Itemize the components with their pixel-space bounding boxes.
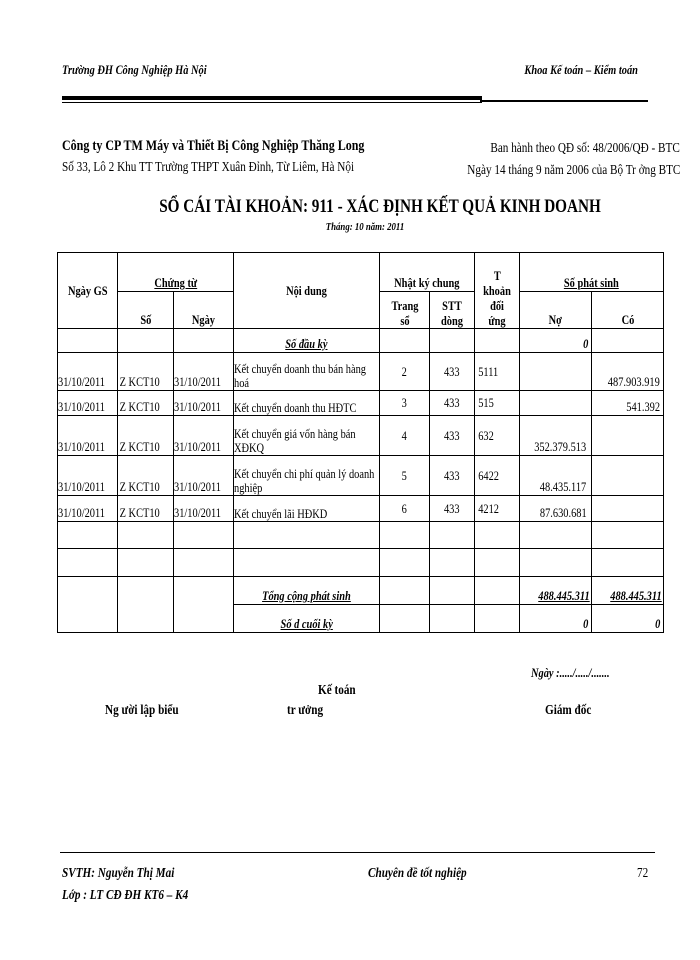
opening-value: 0 bbox=[520, 329, 592, 353]
opening-label: Số đầu kỳ bbox=[234, 329, 380, 353]
table-row: 31/10/2011 Z KCT10 31/10/2011 Kết chuyển doanh thu HĐTC 3 433 515 541.392 bbox=[58, 391, 664, 416]
header-line: STT dòng bbox=[430, 292, 475, 329]
header-debit: Nợ bbox=[520, 292, 592, 329]
company-name: Công ty CP TM Máy và Thiết Bị Công Nghiệp Thăng Long bbox=[62, 138, 365, 154]
decree-line-1: Ban hành theo QĐ số: 48/2006/QĐ - BTC bbox=[490, 141, 680, 156]
header-voucher: Chứng từ bbox=[118, 253, 234, 292]
empty-row bbox=[58, 522, 664, 549]
preparer-label: Ng ười lập biểu bbox=[105, 703, 179, 718]
total-debit: 488.445.311 bbox=[520, 577, 592, 605]
header-date-gs: Ngày GS bbox=[58, 253, 118, 329]
ledger-title: SỔ CÁI TÀI KHOẢN: 911 - XÁC ĐỊNH KẾT QUẢ KINH DOANH bbox=[159, 196, 601, 217]
chief-accountant-label-1: Kế toán bbox=[318, 683, 356, 698]
header-page: Trang sổ bbox=[380, 292, 430, 329]
empty-row bbox=[58, 549, 664, 577]
closing-credit: 0 bbox=[592, 605, 664, 633]
table-row: 31/10/2011 Z KCT10 31/10/2011 Kết chuyển lãi HĐKD 6 433 4212 87.630.681 bbox=[58, 496, 664, 522]
opening-row bbox=[58, 329, 664, 353]
total-label: Tổng cộng phát sinh bbox=[234, 577, 380, 605]
total-credit: 488.445.311 bbox=[592, 577, 664, 605]
director-label: Giám đốc bbox=[545, 703, 592, 718]
ledger-subtitle: Tháng: 10 năm: 2011 bbox=[325, 221, 405, 233]
faculty-name: Khoa Kế toán – Kiểm toán bbox=[524, 62, 638, 77]
table-row: 31/10/2011 Z KCT10 31/10/2011 Kết chuyển doanh thu bán hàng hoá 2 433 5111 487.903.919 bbox=[58, 353, 664, 391]
table-row: 31/10/2011 Z KCT10 31/10/2011 Kết chuyển giá vốn hàng bán XĐKQ 4 433 632 352.379.513 bbox=[58, 416, 664, 456]
school-name: Trường ĐH Công Nghiệp Hà Nội bbox=[62, 62, 207, 77]
header-credit: Có bbox=[592, 292, 664, 329]
ledger-table bbox=[57, 252, 664, 633]
company-address: Số 33, Lô 2 Khu TT Trường THPT Xuân Đỉnh, Từ Liêm, Hà Nội bbox=[62, 160, 355, 175]
total-row bbox=[58, 577, 664, 605]
header-rule-right bbox=[480, 100, 648, 102]
header-voucher-date: Ngày bbox=[174, 292, 234, 329]
decree-line-2: Ngày 14 tháng 9 năm 2006 của Bộ Tr ởng BTC bbox=[466, 163, 680, 178]
signature-date: Ngày :...../...../....... bbox=[531, 665, 610, 680]
footer-rule bbox=[60, 852, 655, 853]
header-rule bbox=[62, 96, 482, 100]
header-voucher-no: Số bbox=[118, 292, 174, 329]
closing-debit: 0 bbox=[520, 605, 592, 633]
page-number: 72 bbox=[637, 866, 649, 881]
header-journal: Nhật ký chung bbox=[380, 253, 475, 292]
header-content: Nội dung bbox=[234, 253, 380, 329]
chief-accountant-label-2: tr ưởng bbox=[287, 703, 324, 718]
header-rule-thin bbox=[62, 102, 482, 103]
header-account: T khoản đối ứng bbox=[475, 253, 520, 329]
footer-student: SVTH: Nguyễn Thị Mai bbox=[62, 866, 175, 881]
footer-topic: Chuyên đề tốt nghiệp bbox=[368, 866, 467, 881]
footer-class: Lớp : LT CĐ ĐH KT6 – K4 bbox=[62, 888, 189, 903]
closing-label: Số d cuối kỳ bbox=[234, 605, 380, 633]
table-row: 31/10/2011 Z KCT10 31/10/2011 Kết chuyển chi phí quản lý doanh nghiệp 5 433 6422 48.435.117 bbox=[58, 456, 664, 496]
header-amount: Số phát sinh bbox=[520, 253, 664, 292]
